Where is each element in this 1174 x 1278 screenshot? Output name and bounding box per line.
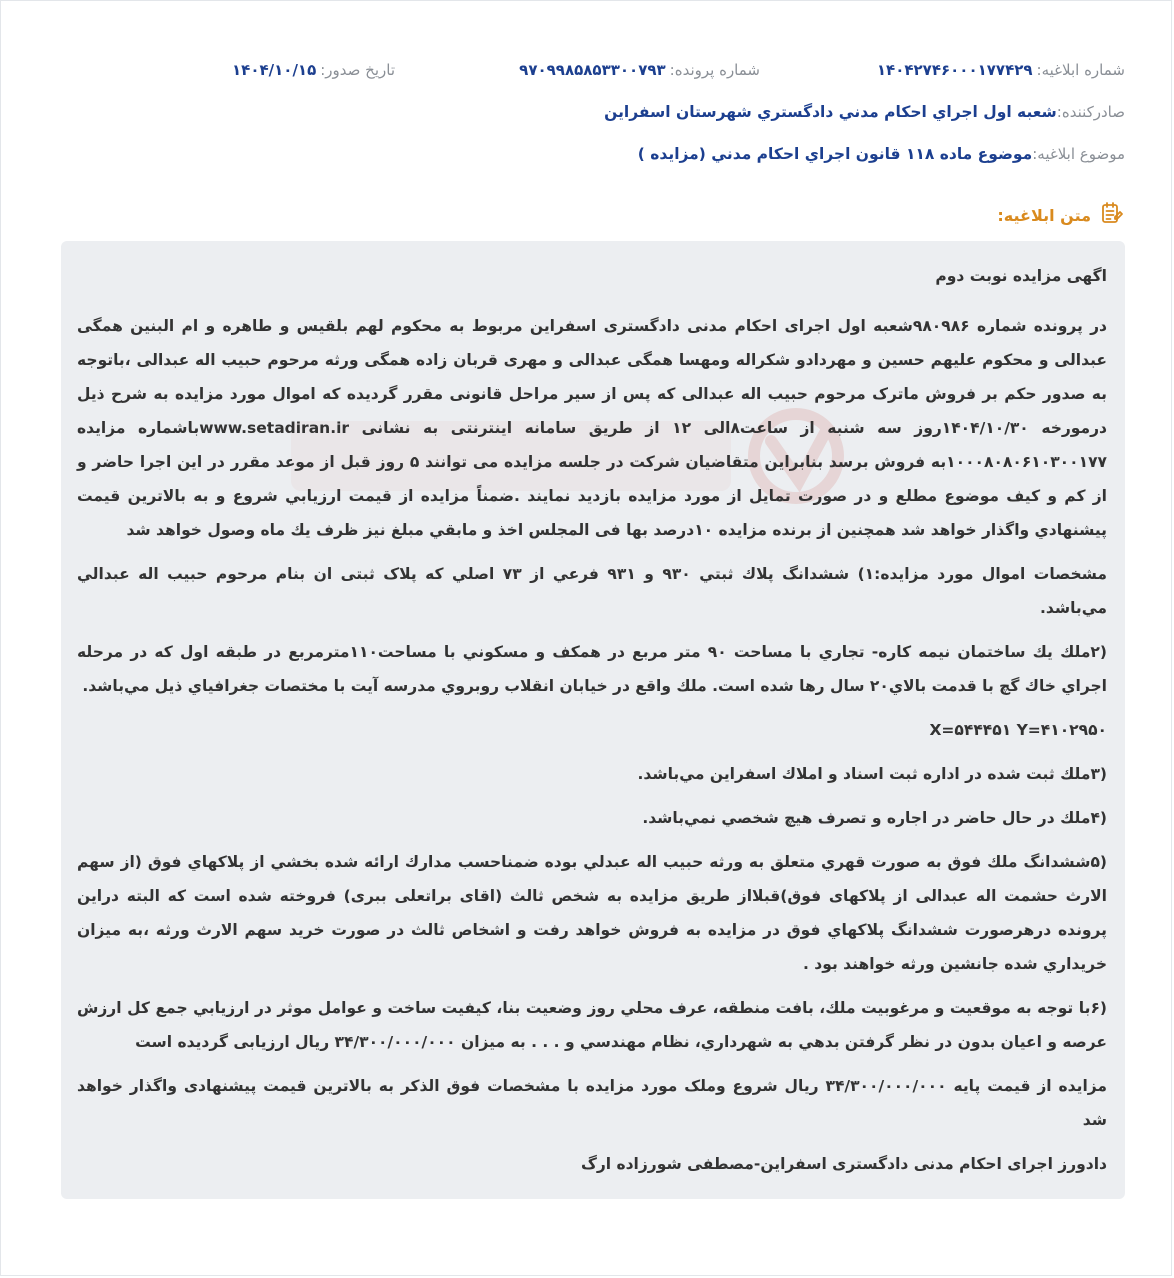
notice-text-title: متن ابلاغيه: [997,205,1091,225]
notice-paragraph: (۲ملك يك ساختمان نيمه كاره- تجاري با مساحت ۹۰ متر مربع در همكف و مسكوني با مساحت۱۱۰مترمربع در طبقه اول كه در مرحله اجراي خاك گچ با قدمت بالاي۲۰ سال رها شده است. ملك واقع در خيابان انقلاب روبروي مدرسه آيت با مختصات جغرافياي ذيل مي‌باشد. [77,643,1107,695]
issuer-row [47,99,1125,125]
notice-paragraph: (۳ملك ثبت شده در اداره ثبت اسناد و املاك اسفراين مي‌باشد. [637,765,1107,783]
signature-line: دادورز اجرای احکام مدنی دادگستری اسفراین-مصطفی شورزاده ارگ [580,1155,1107,1173]
notice-heading-line: اگهی مزایده نوبت دوم [935,267,1107,285]
notice-body [61,241,1125,1199]
notice-number [877,61,1125,79]
notice-paragraph: مشخصات اموال مورد مزايده:۱) ششدانگ پلاك ثبتي ۹۳۰ و ۹۳۱ فرعي از ۷۳ اصلي که پلاک ثبتی ان بنام مرحوم حبيب اله عبدالي مي‌باشد. [77,565,1107,617]
notice-paragraph: در پرونده شماره ۹۸۰۹۸۶شعبه اول اجرای احکام مدنی دادگستری اسفراین مربوط به محکوم لهم بلقیس و طاهره و ام البنین همگی عبدالی و محکوم علیهم حسین و مهردادو شکراله ومهسا همگی عبدالی و مهری قربان زاده همگی ورثه مرحوم حبیب اله عبدالی ،باتوجه به صدور حکم بر فروش ماترک مرحوم حبیب اله عبدالی که پس از سیر مراحل قانونی مقرر گردیده که اموال مورد مزایده به شرح ذیل درمورخه ۱۴۰۴/۱۰/۳۰روز سه شنبه از ساعت۸الی ۱۲ از طریق سامانه اینترنتی به نشانی www.setadiran.irباشماره مزایده ۱۰۰۰۸۰۸۰۶۱۰۳۰۰۱۷۷به فروش برسد بنابراین متقاضیان شرکت در جلسه مزایده می توانند ۵ روز قبل از موعد مقرر در این اجرا حاضر و از کم و کیف موضوع مطلع و در صورت تمایل از مورد مزایده بازدید نمایند .ضمناً مزایده از قیمت ارزيابي شروع و به بالاترين قيمت پيشنهادي واگذار خواهد شد همچنین از برنده مزایده ۱۰درصد بها فی المجلس اخذ و مابقي مبلغ نيز ظرف يك ماه وصول خواهد شد [77,317,1108,539]
notice-paragraph: (۶با توجه به موقعيت و مرغوبيت ملك، بافت منطقه، عرف محلي روز وضعيت بنا، كيفيت ساخت و عوامل موثر در ارزيابي جمع كل ارزش عرصه و اعيان بدون در نظر گرفتن بدهي به شهرداري، نظام مهندسي و . . . به ميزان ۳۴/۳۰۰/۰۰۰/۰۰۰ ريال ارزيابی گرديده است [77,999,1107,1051]
issue-date [232,61,395,79]
issue-date-label: تاريخ صدور: [320,61,395,79]
notice-meta-row [47,57,1125,83]
issuer-label: صادرکننده: [1056,103,1125,121]
case-number-value: ۹۷۰۹۹۸۵۸۵۳۳۰۰۷۹۳ [519,61,666,79]
subject-value: موضوع ماده ۱۱۸ قانون اجراي احكام مدني (مزايده ) [637,145,1033,163]
case-number-label: شماره پرونده: [669,61,760,79]
issue-date-value: ۱۴۰۴/۱۰/۱۵ [232,61,317,79]
coordinates-line: X=۵۴۴۴۵۱ Y=۴۱۰۲۹۵۰ [929,721,1107,739]
notice-paragraph: مزایده از قیمت پایه ۳۴/۳۰۰/۰۰۰/۰۰۰ ریال شروع وملک مورد مزایده با مشخصات فوق الذکر به بالاترین قیمت پیشنهادی واگذار خواهد شد [77,1077,1107,1129]
subject-label: موضوع ابلاغيه: [1032,145,1125,163]
document-icon [1099,200,1125,230]
notice-paragraph: (۵ششدانگ ملك فوق به صورت قهري متعلق به ورثه حبيب اله عبدلي بوده ضمناحسب مدارك ارائه شده بخشي از پلاكهاي فوق (از سهم الارث حشمت اله عبدالی از پلاکهای فوق)قبلااز طریق مزایده به شخص ثالث (اقای براتعلی ببری) فروخته شده است كه البته دراين پرونده درهرصورت ششدانگ پلاكهاي فوق در مزايده به فروش خواهد رفت و اشخاص ثالث در صورت خريد سهم الارث ورثه ،به ميزان خريداري شده جانشين ورثه خواهند بود . [77,853,1107,973]
subject-row [47,141,1125,167]
notice-paragraph: (۴ملك در حال حاضر در اجاره و تصرف هيچ شخصي نمي‌باشد. [642,809,1107,827]
notice-number-label: شماره ابلاغيه: [1036,61,1125,79]
notice-text-heading [997,200,1125,230]
notice-number-value: ۱۴۰۴۲۷۴۶۰۰۰۱۷۷۴۲۹ [876,61,1033,79]
case-number [519,61,760,79]
issuer-value: شعبه اول اجراي احكام مدني دادگستري شهرستان اسفراين [604,103,1057,121]
